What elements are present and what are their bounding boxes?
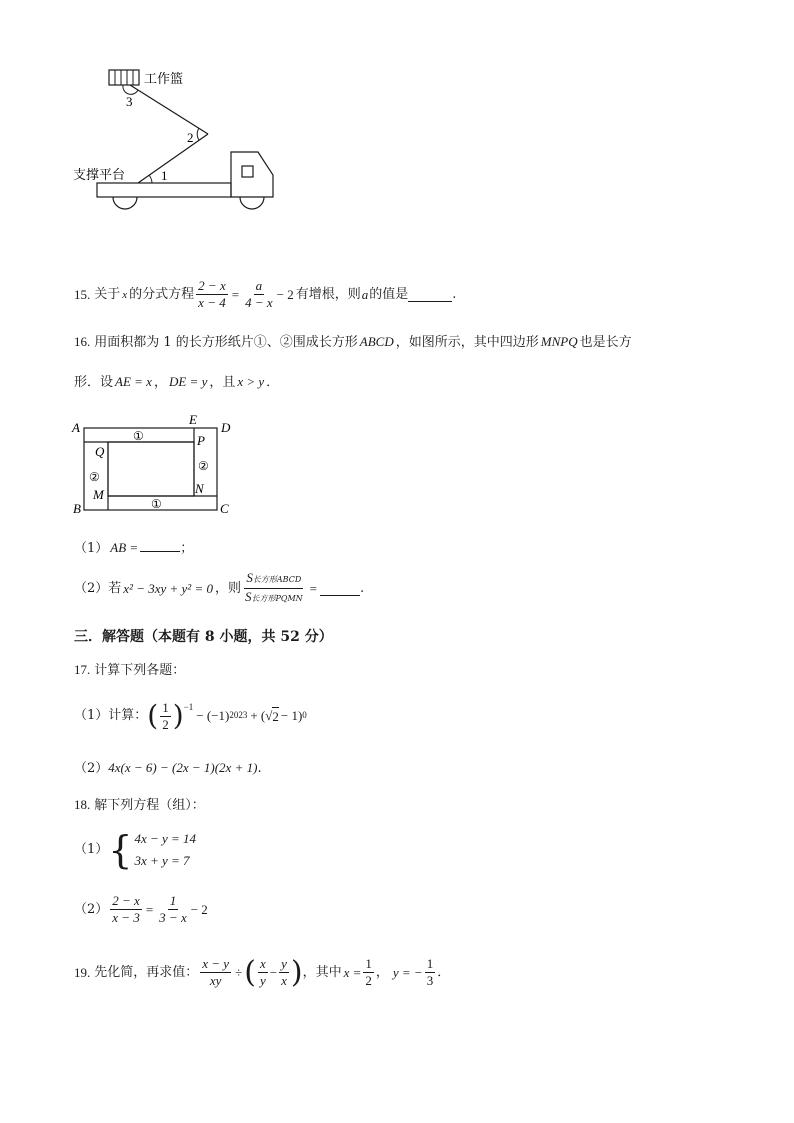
q16-sub-2-label: （2）若 <box>74 580 122 596</box>
q16-sub-2-end: . <box>359 580 365 596</box>
q18-sub-2-label: （2） <box>74 901 109 917</box>
q18-title-text: 解下列方程（组）： <box>94 798 205 813</box>
right-paren: ) <box>172 699 184 732</box>
q19-y-value: $\frac{1}{3}$ <box>426 956 434 988</box>
angle-1-label: 1 <box>161 168 168 183</box>
q18-fraction-1: $\frac{2 - x}{x - 3}$ <box>112 893 140 925</box>
q16-sep-2: ，且 <box>209 375 236 390</box>
q19-left-paren: ( <box>244 954 256 990</box>
q18-sub-2 <box>74 893 208 926</box>
left-paren: ( <box>147 699 159 732</box>
q17-number: 17. <box>74 662 91 677</box>
q17-mid-1: − (−1) <box>196 708 230 723</box>
truck-cab <box>231 152 273 197</box>
q17-mid-3: − 1) <box>280 708 303 723</box>
question-19 <box>74 956 450 989</box>
s-den-sub: 长方形PQMN <box>251 594 303 603</box>
q16-sub-1 <box>74 537 193 558</box>
label-B: B <box>73 501 81 516</box>
s-num-sub: 长方形ABCD <box>252 575 302 584</box>
q17-sub-2-end: . <box>257 761 262 776</box>
work-basket <box>109 70 139 85</box>
q16-text-1: 用面积都为 1 的长方形纸片①、②围成长方形 <box>94 335 358 350</box>
q16-number: 16. <box>74 334 91 349</box>
q16-text-3: 也是长方 <box>579 335 632 350</box>
q17-sub-1-label: （1）计算： <box>74 708 148 723</box>
q15-var-x: x <box>122 288 128 301</box>
q15-text-1: 关于 <box>94 286 121 302</box>
q15-answer-blank[interactable] <box>408 287 452 302</box>
label-Q: Q <box>95 444 105 459</box>
q19-y-eq: y = − <box>392 964 423 980</box>
piece-1-bottom: ① <box>151 497 162 511</box>
q16-sep-1: ， <box>153 375 167 390</box>
label-D: D <box>221 420 231 435</box>
rear-wheel <box>113 197 137 209</box>
q16-sub-1-blank[interactable] <box>140 537 180 552</box>
q16-sub-2 <box>74 570 364 607</box>
sqrt-arg: 2 <box>272 708 279 724</box>
q17-mid-2: + ( <box>250 708 266 723</box>
upper-arm <box>130 85 208 134</box>
q19-number: 19. <box>74 964 91 980</box>
q19-fraction-1: $\frac{x - y}{xy}$ <box>202 956 230 988</box>
q17-title-text: 计算下列各题： <box>94 663 186 678</box>
q16-sub-1-end: ； <box>180 541 194 556</box>
q17-title <box>74 661 185 680</box>
q16-mnpq: MNPQ <box>540 334 578 349</box>
equation-2: 3x + y = 7 <box>134 853 190 868</box>
q15-fraction-1: $\frac{2 - x}{x - 4}$ <box>198 278 226 310</box>
rect-mnpq <box>108 442 194 496</box>
q15-text-2: 的分式方程 <box>129 286 195 302</box>
q15-text-3: 有增根，则 <box>295 286 361 302</box>
q15-number: 15. <box>74 286 91 302</box>
equation-system <box>134 828 196 872</box>
q18-equals: = <box>145 901 154 917</box>
q15-minus-two: − 2 <box>276 286 294 302</box>
q15-equals: = <box>231 286 240 302</box>
q19-divide: ÷ <box>235 964 243 980</box>
q16-condition: x > y <box>237 374 265 389</box>
q16-sub-2-expr: x² − 3xy + y² = 0 <box>123 580 213 596</box>
q19-right-paren: ) <box>290 954 303 990</box>
front-wheel <box>240 197 264 209</box>
q16-end: ． <box>266 375 280 390</box>
basket-label: 工作篮 <box>144 71 184 86</box>
label-P: P <box>197 433 205 448</box>
q19-fraction-a: $\frac{x}{y}$ <box>259 956 266 988</box>
label-N: N <box>195 481 204 496</box>
question-16-line-1 <box>74 333 632 352</box>
q19-minus: − <box>269 964 278 980</box>
q16-de: DE = y <box>168 374 208 389</box>
q16-text-4: 形．设 <box>74 375 114 390</box>
brace: { <box>108 828 133 872</box>
q16-sub-1-label: （1） <box>74 541 109 556</box>
q15-fraction-2: $\frac{a}{4 - x}$ <box>245 278 273 310</box>
q19-x-eq: x = <box>343 964 362 980</box>
equation-1: 4x − y = 14 <box>134 831 197 846</box>
angle-3-label: 3 <box>126 94 133 109</box>
q18-title <box>74 796 205 815</box>
q19-x-value: $\frac{1}{2}$ <box>365 956 372 988</box>
truck-platform <box>97 183 231 197</box>
q17-sub-2-label: （2） <box>74 761 109 776</box>
piece-2-right: ② <box>198 459 209 473</box>
q18-fraction-2: $\frac{1}{3 - x}$ <box>159 893 187 925</box>
label-M: M <box>93 487 104 502</box>
q17-sub-1 <box>74 696 307 736</box>
q17-exp-0: 0 <box>302 710 307 720</box>
q17-half: $\frac{1}{2}$ <box>162 699 169 732</box>
question-15 <box>74 278 456 311</box>
q19-title: 先化简，再求值： <box>94 964 199 980</box>
q16-sub-1-expr: AB = <box>110 540 139 555</box>
sqrt-sign: √ <box>265 708 273 723</box>
q16-ae: AE = x <box>115 374 152 389</box>
q19-end: ． <box>437 964 451 980</box>
q15-var-a: a <box>361 286 369 302</box>
q18-sub-1 <box>74 828 196 872</box>
q17-exp-2023: 2023 <box>229 710 248 720</box>
s-letter-den: S <box>245 589 252 604</box>
question-16-line-2 <box>74 373 279 392</box>
q16-sub-2-mid: ，则 <box>214 580 241 596</box>
q16-sub-2-eq: = <box>309 580 317 596</box>
lower-arm <box>138 134 208 183</box>
q16-sub-2-blank[interactable] <box>320 581 360 596</box>
q15-text-4: 的值是 <box>369 286 409 302</box>
q18-sub-1-label: （1） <box>74 842 109 857</box>
piece-2-left: ② <box>89 470 100 484</box>
q15-end: . <box>452 286 457 302</box>
q18-number: 18. <box>74 797 91 812</box>
q19-sep: ， <box>375 964 389 980</box>
platform-label: 支撑平台 <box>73 167 126 182</box>
q16-area-ratio <box>243 570 305 607</box>
angle-2-label: 2 <box>187 130 194 145</box>
s-letter-num: S <box>246 570 253 585</box>
q18-tail: − 2 <box>190 901 208 917</box>
q16-abcd: ABCD <box>359 334 394 349</box>
label-C: C <box>220 501 229 516</box>
q17-sub-2 <box>74 759 262 778</box>
q17-sub-2-expr: 4x(x − 6) − (2x − 1)(2x + 1) <box>108 760 258 775</box>
q19-mid: ，其中 <box>302 964 342 980</box>
q16-text-2: ，如图所示，其中四边形 <box>395 335 539 350</box>
label-A: A <box>72 420 80 435</box>
q19-fraction-b: $\frac{y}{x}$ <box>281 956 287 988</box>
cab-window <box>242 166 253 177</box>
piece-1-top: ① <box>133 429 144 443</box>
rectangle-figure <box>70 410 240 520</box>
truck-lift-figure <box>68 62 288 222</box>
label-E: E <box>189 412 197 427</box>
q17-exp-neg1: −1 <box>183 702 194 712</box>
section-3-title: 三．解答题（本题有 8 小题，共 52 分） <box>74 629 333 645</box>
